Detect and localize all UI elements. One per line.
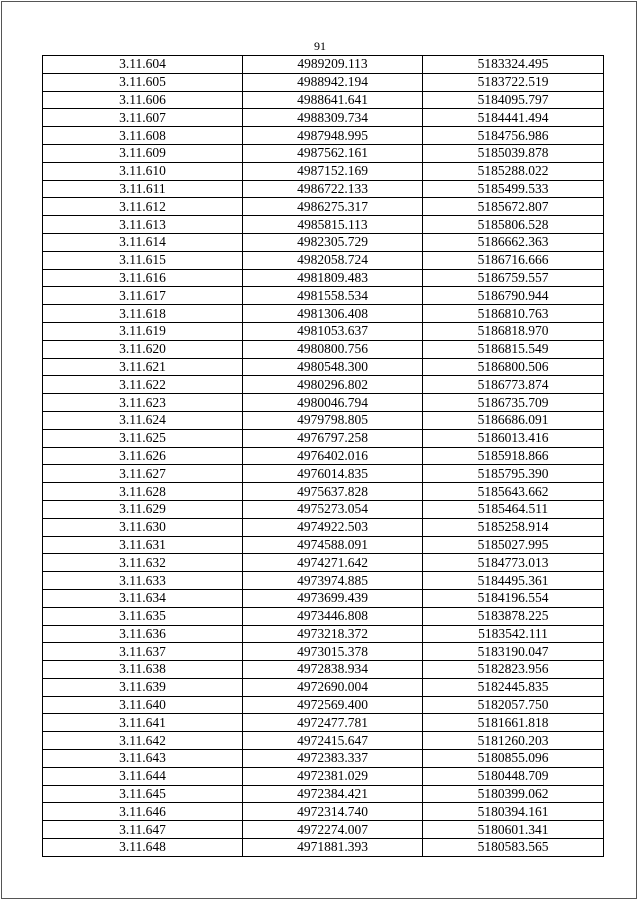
x-coordinate-cell: 4972384.421 [243, 785, 423, 803]
y-coordinate-cell: 5180583.565 [423, 839, 604, 857]
x-coordinate-cell: 4972690.004 [243, 678, 423, 696]
point-id-cell: 3.11.624 [43, 411, 243, 429]
table-row [43, 56, 604, 74]
table-row [43, 233, 604, 251]
x-coordinate-cell: 4973218.372 [243, 625, 423, 643]
table-row [43, 714, 604, 732]
table-row [43, 144, 604, 162]
x-coordinate-cell: 4989209.113 [243, 56, 423, 74]
x-coordinate-cell: 4982305.729 [243, 233, 423, 251]
x-coordinate-cell: 4982058.724 [243, 251, 423, 269]
table-row [43, 554, 604, 572]
point-id-cell: 3.11.609 [43, 144, 243, 162]
table-row [43, 696, 604, 714]
table-row [43, 411, 604, 429]
table-row [43, 661, 604, 679]
point-id-cell: 3.11.628 [43, 483, 243, 501]
point-id-cell: 3.11.633 [43, 572, 243, 590]
y-coordinate-cell: 5183324.495 [423, 56, 604, 74]
point-id-cell: 3.11.641 [43, 714, 243, 732]
x-coordinate-cell: 4972477.781 [243, 714, 423, 732]
x-coordinate-cell: 4972415.647 [243, 732, 423, 750]
y-coordinate-cell: 5182445.835 [423, 678, 604, 696]
table-row [43, 839, 604, 857]
x-coordinate-cell: 4980046.794 [243, 394, 423, 412]
x-coordinate-cell: 4974922.503 [243, 518, 423, 536]
point-id-cell: 3.11.642 [43, 732, 243, 750]
y-coordinate-cell: 5186759.557 [423, 269, 604, 287]
table-row [43, 198, 604, 216]
point-id-cell: 3.11.610 [43, 162, 243, 180]
table-row [43, 767, 604, 785]
table-row [43, 483, 604, 501]
table-row [43, 750, 604, 768]
point-id-cell: 3.11.636 [43, 625, 243, 643]
y-coordinate-cell: 5180601.341 [423, 821, 604, 839]
x-coordinate-cell: 4987948.995 [243, 127, 423, 145]
y-coordinate-cell: 5185288.022 [423, 162, 604, 180]
point-id-cell: 3.11.632 [43, 554, 243, 572]
x-coordinate-cell: 4980548.300 [243, 358, 423, 376]
point-id-cell: 3.11.604 [43, 56, 243, 74]
x-coordinate-cell: 4972274.007 [243, 821, 423, 839]
point-id-cell: 3.11.648 [43, 839, 243, 857]
point-id-cell: 3.11.605 [43, 73, 243, 91]
y-coordinate-cell: 5182057.750 [423, 696, 604, 714]
table-row [43, 500, 604, 518]
y-coordinate-cell: 5185643.662 [423, 483, 604, 501]
x-coordinate-cell: 4981809.483 [243, 269, 423, 287]
x-coordinate-cell: 4974588.091 [243, 536, 423, 554]
table-row [43, 162, 604, 180]
table-row [43, 340, 604, 358]
table-row [43, 269, 604, 287]
point-id-cell: 3.11.634 [43, 589, 243, 607]
table-row [43, 785, 604, 803]
point-id-cell: 3.11.617 [43, 287, 243, 305]
coordinates-table [42, 55, 604, 857]
x-coordinate-cell: 4987152.169 [243, 162, 423, 180]
point-id-cell: 3.11.639 [43, 678, 243, 696]
x-coordinate-cell: 4979798.805 [243, 411, 423, 429]
y-coordinate-cell: 5184773.013 [423, 554, 604, 572]
table-row [43, 358, 604, 376]
y-coordinate-cell: 5184495.361 [423, 572, 604, 590]
table-row [43, 322, 604, 340]
y-coordinate-cell: 5186735.709 [423, 394, 604, 412]
x-coordinate-cell: 4975273.054 [243, 500, 423, 518]
x-coordinate-cell: 4988942.194 [243, 73, 423, 91]
x-coordinate-cell: 4974271.642 [243, 554, 423, 572]
table-row [43, 180, 604, 198]
y-coordinate-cell: 5180448.709 [423, 767, 604, 785]
table-row [43, 394, 604, 412]
point-id-cell: 3.11.616 [43, 269, 243, 287]
point-id-cell: 3.11.607 [43, 109, 243, 127]
table-row [43, 73, 604, 91]
y-coordinate-cell: 5186818.970 [423, 322, 604, 340]
y-coordinate-cell: 5186773.874 [423, 376, 604, 394]
point-id-cell: 3.11.621 [43, 358, 243, 376]
x-coordinate-cell: 4986275.317 [243, 198, 423, 216]
y-coordinate-cell: 5186810.763 [423, 305, 604, 323]
table-row [43, 803, 604, 821]
y-coordinate-cell: 5183542.111 [423, 625, 604, 643]
x-coordinate-cell: 4976014.835 [243, 465, 423, 483]
x-coordinate-cell: 4973446.808 [243, 607, 423, 625]
x-coordinate-cell: 4975637.828 [243, 483, 423, 501]
table-row [43, 429, 604, 447]
y-coordinate-cell: 5185672.807 [423, 198, 604, 216]
point-id-cell: 3.11.608 [43, 127, 243, 145]
y-coordinate-cell: 5186815.549 [423, 340, 604, 358]
point-id-cell: 3.11.611 [43, 180, 243, 198]
y-coordinate-cell: 5185027.995 [423, 536, 604, 554]
point-id-cell: 3.11.635 [43, 607, 243, 625]
x-coordinate-cell: 4973699.439 [243, 589, 423, 607]
point-id-cell: 3.11.638 [43, 661, 243, 679]
table-row [43, 109, 604, 127]
table-row [43, 287, 604, 305]
x-coordinate-cell: 4972381.029 [243, 767, 423, 785]
y-coordinate-cell: 5186662.363 [423, 233, 604, 251]
point-id-cell: 3.11.620 [43, 340, 243, 358]
y-coordinate-cell: 5186800.506 [423, 358, 604, 376]
x-coordinate-cell: 4981053.637 [243, 322, 423, 340]
x-coordinate-cell: 4973974.885 [243, 572, 423, 590]
table-row [43, 643, 604, 661]
y-coordinate-cell: 5185039.878 [423, 144, 604, 162]
y-coordinate-cell: 5186013.416 [423, 429, 604, 447]
point-id-cell: 3.11.613 [43, 216, 243, 234]
x-coordinate-cell: 4972569.400 [243, 696, 423, 714]
point-id-cell: 3.11.619 [43, 322, 243, 340]
table-row [43, 572, 604, 590]
point-id-cell: 3.11.643 [43, 750, 243, 768]
x-coordinate-cell: 4981306.408 [243, 305, 423, 323]
x-coordinate-cell: 4980296.802 [243, 376, 423, 394]
y-coordinate-cell: 5185918.866 [423, 447, 604, 465]
table-row [43, 536, 604, 554]
y-coordinate-cell: 5186716.666 [423, 251, 604, 269]
point-id-cell: 3.11.640 [43, 696, 243, 714]
point-id-cell: 3.11.646 [43, 803, 243, 821]
table-row [43, 447, 604, 465]
x-coordinate-cell: 4972314.740 [243, 803, 423, 821]
y-coordinate-cell: 5181661.818 [423, 714, 604, 732]
table-row [43, 732, 604, 750]
point-id-cell: 3.11.644 [43, 767, 243, 785]
y-coordinate-cell: 5183722.519 [423, 73, 604, 91]
page-number: 91 [314, 39, 326, 53]
y-coordinate-cell: 5180855.096 [423, 750, 604, 768]
y-coordinate-cell: 5180399.062 [423, 785, 604, 803]
y-coordinate-cell: 5182823.956 [423, 661, 604, 679]
y-coordinate-cell: 5184441.494 [423, 109, 604, 127]
table-row [43, 678, 604, 696]
y-coordinate-cell: 5184196.554 [423, 589, 604, 607]
y-coordinate-cell: 5185795.390 [423, 465, 604, 483]
table-row [43, 127, 604, 145]
point-id-cell: 3.11.622 [43, 376, 243, 394]
table-row [43, 91, 604, 109]
table-row [43, 821, 604, 839]
table-row [43, 589, 604, 607]
x-coordinate-cell: 4972838.934 [243, 661, 423, 679]
y-coordinate-cell: 5186790.944 [423, 287, 604, 305]
y-coordinate-cell: 5184095.797 [423, 91, 604, 109]
x-coordinate-cell: 4988309.734 [243, 109, 423, 127]
x-coordinate-cell: 4987562.161 [243, 144, 423, 162]
y-coordinate-cell: 5185806.528 [423, 216, 604, 234]
table-row [43, 251, 604, 269]
y-coordinate-cell: 5183878.225 [423, 607, 604, 625]
y-coordinate-cell: 5186686.091 [423, 411, 604, 429]
point-id-cell: 3.11.612 [43, 198, 243, 216]
table-row [43, 625, 604, 643]
table-row [43, 607, 604, 625]
point-id-cell: 3.11.645 [43, 785, 243, 803]
point-id-cell: 3.11.630 [43, 518, 243, 536]
y-coordinate-cell: 5183190.047 [423, 643, 604, 661]
point-id-cell: 3.11.627 [43, 465, 243, 483]
x-coordinate-cell: 4971881.393 [243, 839, 423, 857]
point-id-cell: 3.11.606 [43, 91, 243, 109]
y-coordinate-cell: 5180394.161 [423, 803, 604, 821]
table-row [43, 376, 604, 394]
y-coordinate-cell: 5181260.203 [423, 732, 604, 750]
y-coordinate-cell: 5185258.914 [423, 518, 604, 536]
point-id-cell: 3.11.614 [43, 233, 243, 251]
point-id-cell: 3.11.618 [43, 305, 243, 323]
point-id-cell: 3.11.623 [43, 394, 243, 412]
x-coordinate-cell: 4980800.756 [243, 340, 423, 358]
point-id-cell: 3.11.625 [43, 429, 243, 447]
x-coordinate-cell: 4973015.378 [243, 643, 423, 661]
x-coordinate-cell: 4976797.258 [243, 429, 423, 447]
point-id-cell: 3.11.629 [43, 500, 243, 518]
x-coordinate-cell: 4985815.113 [243, 216, 423, 234]
x-coordinate-cell: 4981558.534 [243, 287, 423, 305]
table-row [43, 465, 604, 483]
table-row [43, 216, 604, 234]
y-coordinate-cell: 5185464.511 [423, 500, 604, 518]
y-coordinate-cell: 5184756.986 [423, 127, 604, 145]
x-coordinate-cell: 4976402.016 [243, 447, 423, 465]
point-id-cell: 3.11.637 [43, 643, 243, 661]
coordinates-table-body [43, 56, 604, 857]
x-coordinate-cell: 4988641.641 [243, 91, 423, 109]
table-row [43, 518, 604, 536]
point-id-cell: 3.11.631 [43, 536, 243, 554]
y-coordinate-cell: 5185499.533 [423, 180, 604, 198]
point-id-cell: 3.11.647 [43, 821, 243, 839]
point-id-cell: 3.11.615 [43, 251, 243, 269]
point-id-cell: 3.11.626 [43, 447, 243, 465]
x-coordinate-cell: 4986722.133 [243, 180, 423, 198]
x-coordinate-cell: 4972383.337 [243, 750, 423, 768]
table-row [43, 305, 604, 323]
